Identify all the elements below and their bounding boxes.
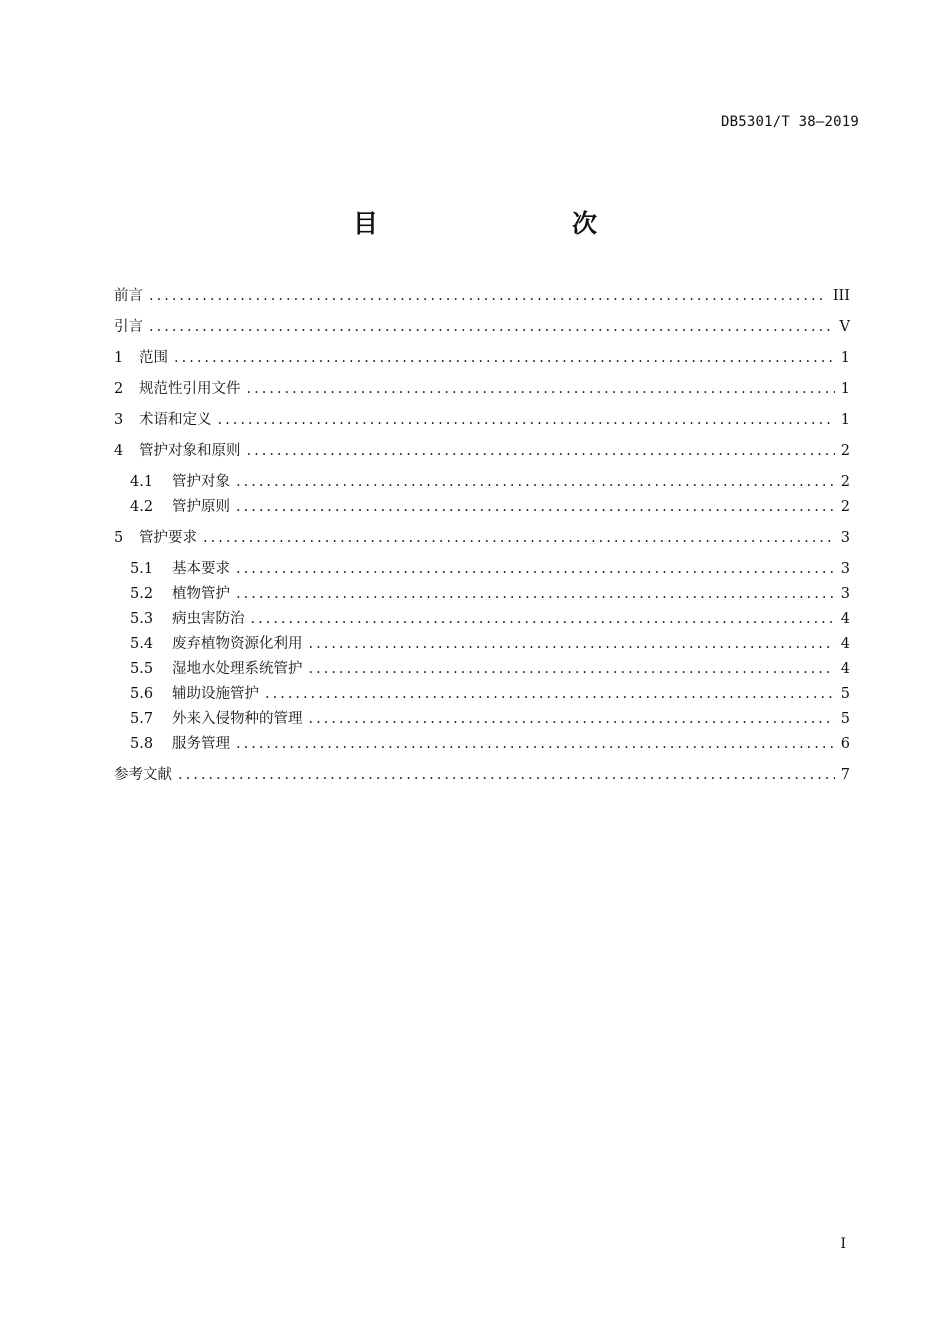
toc-entry[interactable] [114,495,850,520]
toc-entry-number: 5.7 [130,711,154,727]
toc-leader-dots [178,763,835,788]
toc-title: 目 次 [352,209,645,238]
toc-entry[interactable] [114,470,850,495]
toc-entry[interactable] [114,607,850,632]
toc-leader-dots [218,408,835,433]
toc-leader-dots [236,495,835,520]
toc-leader-dots [203,526,835,551]
toc-entry-number: 1 [114,350,124,366]
toc-entry-number: 4 [114,443,124,459]
toc-entry-label: 术语和定义 [139,412,212,428]
toc-leader-dots [265,682,835,707]
document-code: DB5301/T 38—2019 [720,114,859,130]
toc-leader-dots [149,315,834,340]
toc-entry-page: 4 [840,611,850,627]
toc-leader-dots [236,557,835,582]
toc-leader-dots [247,377,835,402]
toc-entry-label: 管护要求 [139,530,197,546]
toc-entry-page: 7 [840,767,850,783]
toc-entry-label: 前言 [114,288,143,304]
toc-entry-page: 5 [840,711,850,727]
toc-entry-page: 1 [840,350,850,366]
toc-entry-number: 2 [114,381,124,397]
toc-entry-label: 废弃植物资源化利用 [172,636,303,652]
toc-entry[interactable] [114,439,850,464]
toc-entry-label: 规范性引用文件 [139,381,241,397]
toc-entry-page: 4 [840,661,850,677]
toc-entry-number: 5.6 [130,686,154,702]
toc-entry-page: 2 [840,499,850,515]
toc-entry[interactable] [114,632,850,657]
toc-entry-page: 6 [840,736,850,752]
toc-entry-page: 3 [840,530,850,546]
toc-entry-number: 5.8 [130,736,154,752]
toc-entry[interactable] [114,408,850,433]
toc-entry-page: 4 [840,636,850,652]
toc-entry[interactable] [114,284,850,309]
toc-entry-label: 管护对象和原则 [139,443,241,459]
toc-entry-label: 管护对象 [172,474,230,490]
toc-entry-label: 引言 [114,319,143,335]
toc-leader-dots [174,346,835,371]
toc-leader-dots [236,732,835,757]
toc-leader-dots [251,607,835,632]
toc-entry-page: 1 [840,381,850,397]
toc-leader-dots [149,284,827,309]
toc-entry-label: 服务管理 [172,736,230,752]
toc-entry[interactable] [114,346,850,371]
toc-leader-dots [309,632,835,657]
toc-leader-dots [309,707,835,732]
toc-entry-label: 管护原则 [172,499,230,515]
toc-entry-page: 3 [840,561,850,577]
toc-entry-number: 5.5 [130,661,154,677]
toc-entry-label: 外来入侵物种的管理 [172,711,303,727]
toc-entry[interactable] [114,557,850,582]
toc-entry[interactable] [114,732,850,757]
toc-entry-number: 4.1 [130,474,154,490]
toc-entry-number: 5.3 [130,611,154,627]
toc-entry-number: 5.2 [130,586,154,602]
toc-entry-label: 参考文献 [114,767,172,783]
toc-entry-number: 5.4 [130,636,154,652]
toc-entry[interactable] [114,763,850,788]
toc-entry-label: 辅助设施管护 [172,686,259,702]
toc-entry[interactable] [114,657,850,682]
toc-leader-dots [236,470,835,495]
toc-entry-number: 5.1 [130,561,154,577]
toc-entry-label: 病虫害防治 [172,611,245,627]
toc-entry-page: 3 [840,586,850,602]
toc-entry-page: 1 [840,412,850,428]
toc-entry[interactable] [114,377,850,402]
toc-entry-page: 2 [840,443,850,459]
toc-entry-page: V [839,319,850,335]
table-of-contents [114,284,850,788]
toc-entry[interactable] [114,582,850,607]
toc-entry-page: 2 [840,474,850,490]
toc-entry-page: III [832,288,850,304]
toc-entry[interactable] [114,707,850,732]
toc-entry-label: 植物管护 [172,586,230,602]
toc-leader-dots [236,582,835,607]
page-number: I [840,1236,846,1252]
toc-leader-dots [309,657,835,682]
toc-entry-label: 基本要求 [172,561,230,577]
toc-entry-page: 5 [840,686,850,702]
toc-entry-number: 4.2 [130,499,154,515]
toc-entry[interactable] [114,315,850,340]
toc-entry[interactable] [114,526,850,551]
toc-entry-label: 范围 [139,350,168,366]
toc-entry-label: 湿地水处理系统管护 [172,661,303,677]
toc-entry-number: 3 [114,412,124,428]
toc-entry[interactable] [114,682,850,707]
toc-leader-dots [247,439,835,464]
toc-entry-number: 5 [114,530,124,546]
